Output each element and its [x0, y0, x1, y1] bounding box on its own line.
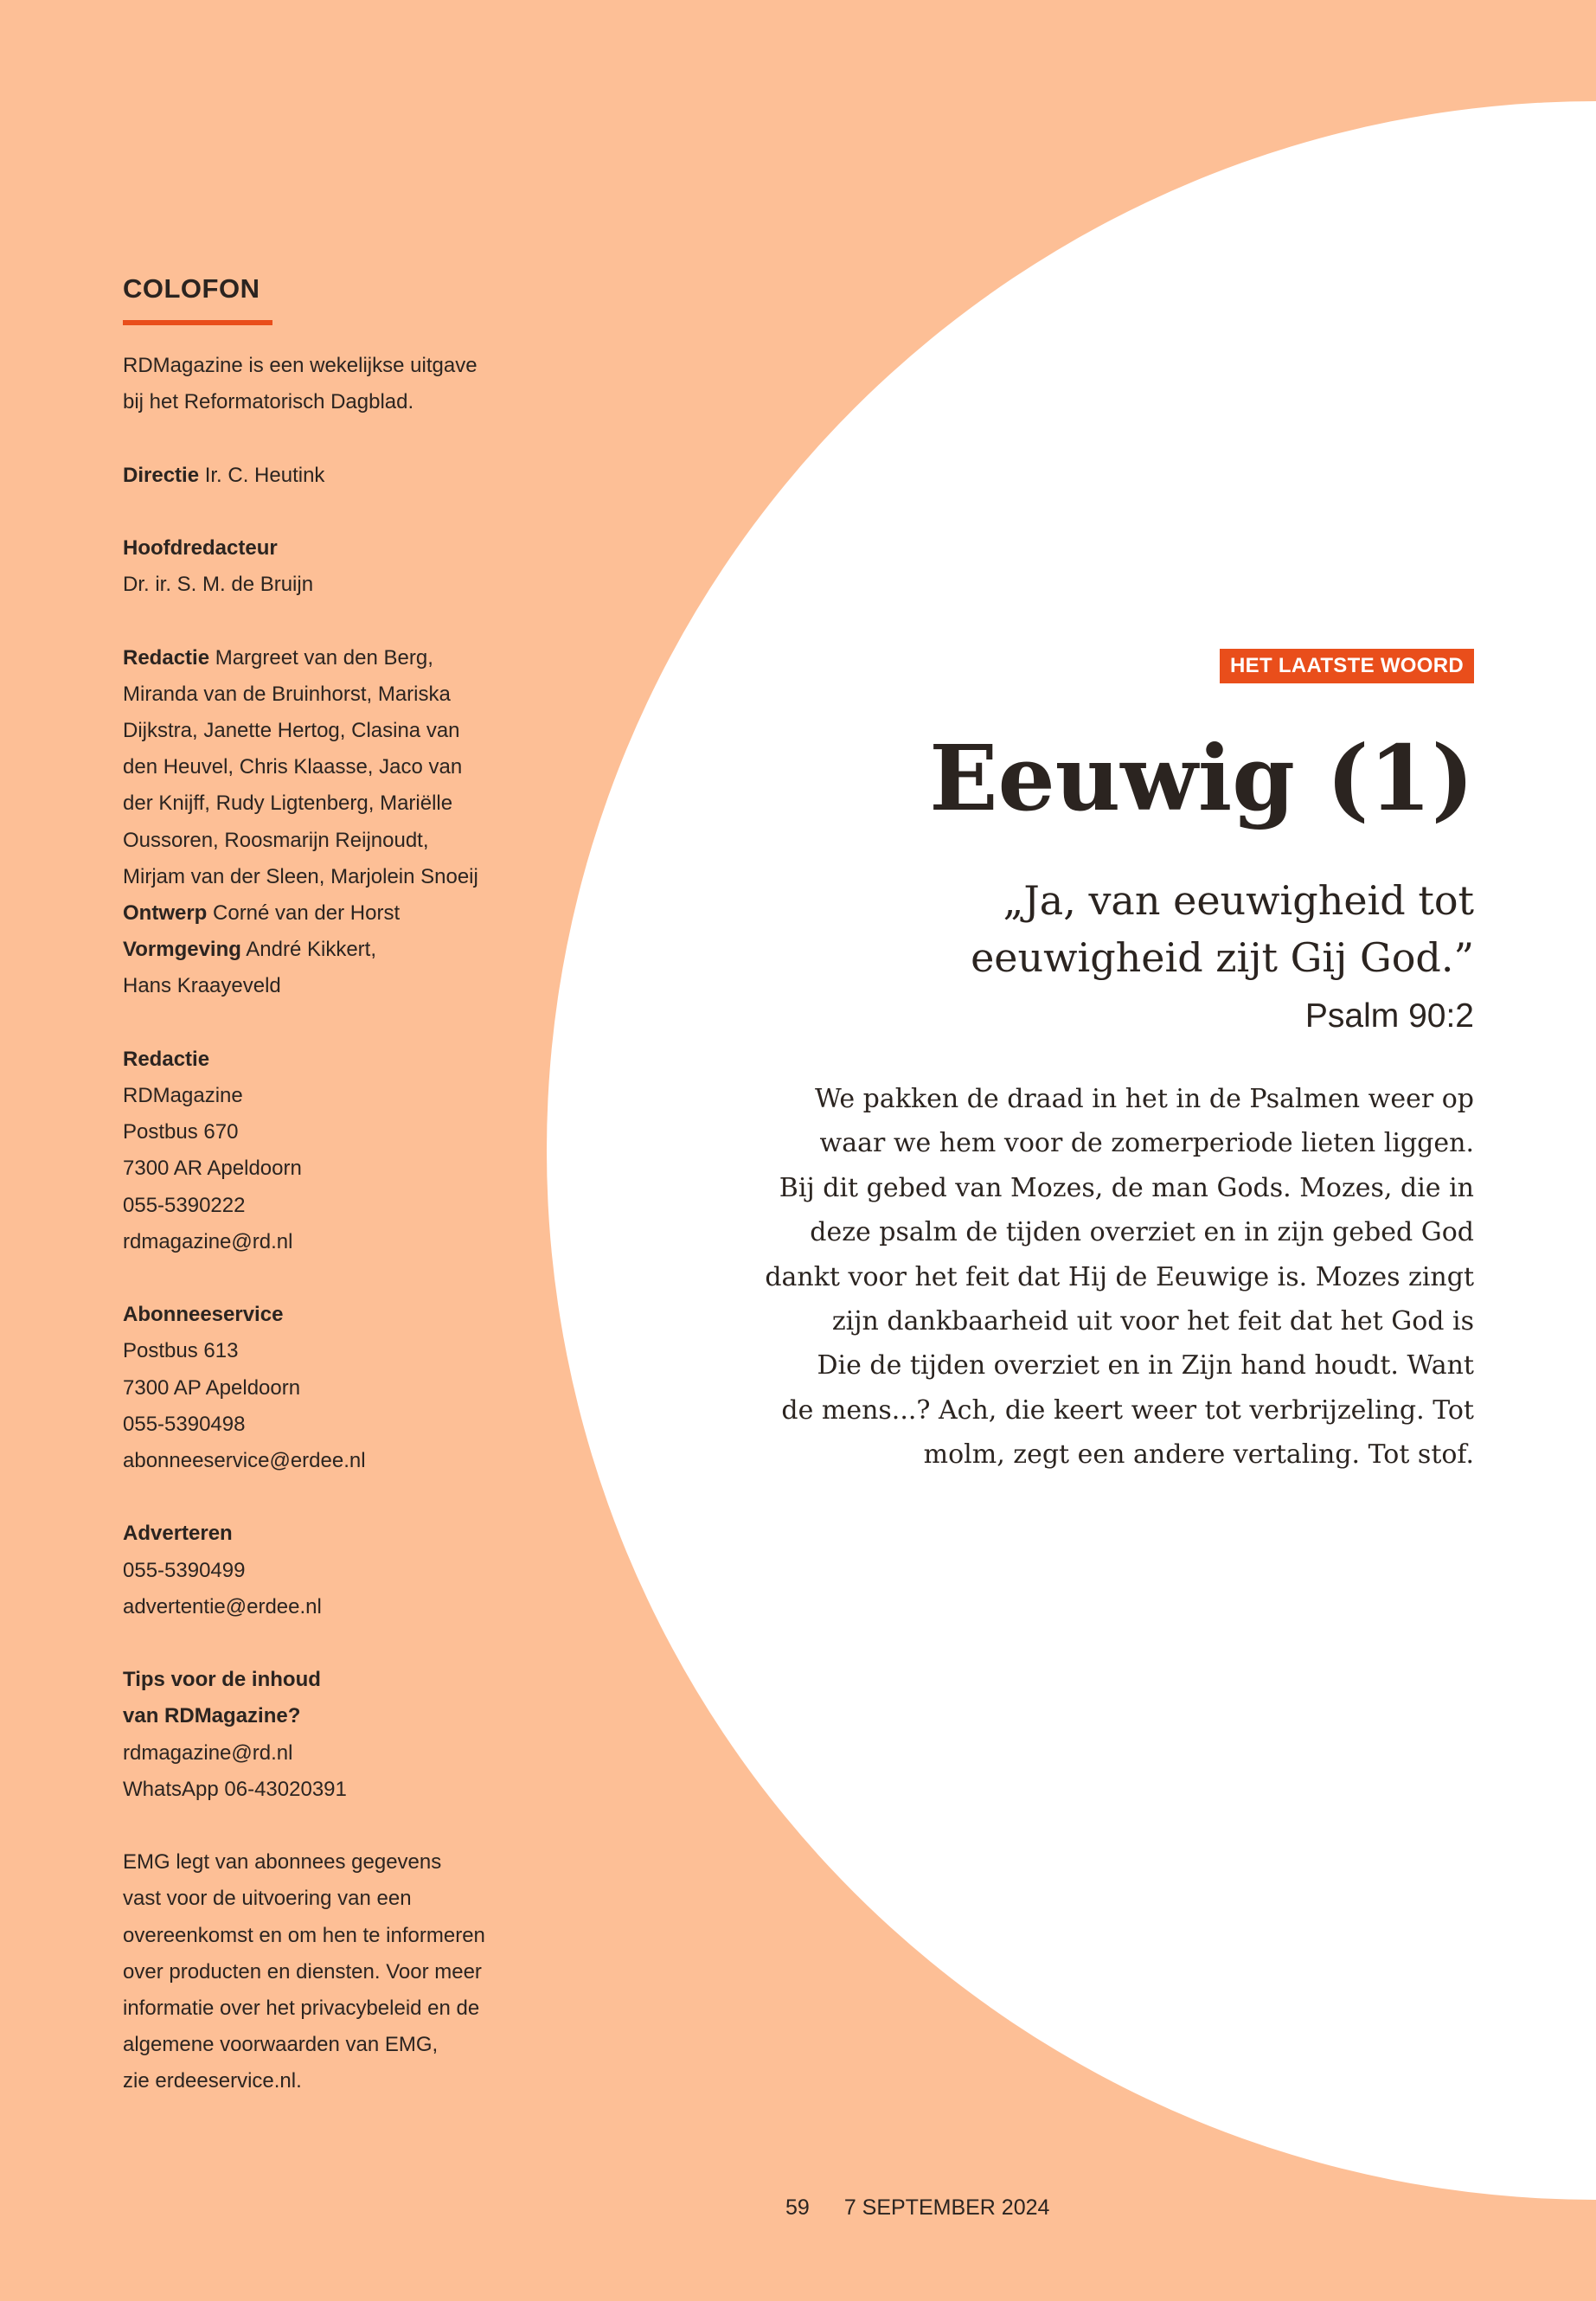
redactie-address-label: Redactie: [123, 1047, 210, 1071]
abonneeservice-email-link[interactable]: abonneeservice@erdee.nl: [123, 1449, 366, 1473]
body-line: zijn dankbaarheid uit voor het feit dat het God is: [831, 1306, 1474, 1337]
redactie-names-line: Miranda van de Bruinhorst, Mariska: [123, 682, 451, 706]
adverteren-email-link[interactable]: advertentie@erdee.nl: [123, 1594, 322, 1618]
colofon-title-underline: [123, 320, 272, 325]
body-line: molm, zegt een andere vertaling. Tot stof.: [923, 1439, 1474, 1471]
privacy-line: algemene voorwaarden van EMG,: [123, 2033, 439, 2057]
body-line: dankt voor het feit dat Hij de Eeuwige is. Mozes zingt: [765, 1261, 1474, 1292]
redactie-phone: 055-5390222: [123, 1193, 246, 1217]
page-footer: [785, 2195, 1049, 2221]
hoofdredacteur-value: Dr. ir. S. M. de Bruijn: [123, 573, 314, 597]
tips-email-link[interactable]: rdmagazine@rd.nl: [123, 1740, 293, 1765]
hoofdredacteur-label: Hoofdredacteur: [123, 535, 278, 560]
section-kicker-badge: HET LAATSTE WOORD: [1220, 649, 1474, 683]
redactie-names: Margreet van den Berg,: [209, 645, 433, 670]
privacy-line: EMG legt van abonnees gegevens: [123, 1850, 442, 1875]
privacy-line: vast voor de uitvoering van een: [123, 1887, 412, 1911]
abonneeservice-label: Abonneeservice: [123, 1303, 284, 1327]
redactie-label: Redactie: [123, 645, 210, 670]
redactie-address-line: RDMagazine: [123, 1084, 243, 1107]
colofon-privacy: [123, 1844, 529, 2099]
body-line: deze psalm de tijden overziet en in zijn gebed God: [810, 1217, 1474, 1248]
colofon-adverteren: [123, 1516, 529, 1625]
redactie-email-link[interactable]: rdmagazine@rd.nl: [123, 1229, 293, 1253]
body-line: Bij dit gebed van Mozes, de man Gods. Mozes, die in: [779, 1172, 1474, 1203]
colofon-directie: [123, 458, 529, 494]
colofon-redactie-address: [123, 1042, 529, 1260]
quote-line: eeuwigheid zijt Gij God.”: [971, 934, 1474, 981]
body-line: We pakken de draad in het in de Psalmen weer op: [815, 1084, 1474, 1114]
quote-source: Psalm 90:2: [1304, 997, 1474, 1035]
redactie-address-line: Postbus 670: [123, 1120, 239, 1144]
article-body: [695, 1077, 1474, 1477]
abonneeservice-line: Postbus 613: [123, 1339, 239, 1363]
privacy-link-line[interactable]: zie erdeeservice.nl.: [123, 2069, 302, 2093]
adverteren-phone: 055-5390499: [123, 1558, 246, 1582]
pull-quote: [695, 872, 1474, 986]
tips-label: Tips voor de inhoud: [123, 1668, 321, 1692]
page-number: 59: [785, 2195, 810, 2220]
abonneeservice-phone: 055-5390498: [123, 1412, 246, 1436]
tips-label: van RDMagazine?: [123, 1704, 301, 1728]
privacy-line: informatie over het privacybeleid en de: [123, 1997, 480, 2021]
privacy-line: over producten en diensten. Voor meer: [123, 1959, 482, 1984]
redactie-names-line: der Knijff, Rudy Ligtenberg, Mariëlle: [123, 792, 453, 816]
article-headline: Eeuwig (1): [929, 725, 1474, 831]
body-line: Die de tijden overziet en in Zijn hand houdt. Want: [817, 1350, 1474, 1381]
directie-value: Ir. C. Heutink: [199, 463, 325, 487]
adverteren-label: Adverteren: [123, 1522, 233, 1546]
body-line: waar we hem voor de zomerperiode lieten liggen.: [819, 1128, 1474, 1159]
ontwerp-label: Ontwerp: [123, 901, 208, 925]
tips-whatsapp: WhatsApp 06-43020391: [123, 1777, 347, 1801]
intro-line: RDMagazine is een wekelijkse uitgave: [123, 354, 478, 377]
abonneeservice-line: 7300 AP Apeldoorn: [123, 1375, 301, 1400]
quote-line: „Ja, van eeuwigheid tot: [1003, 877, 1474, 924]
vormgeving-value: André Kikkert,: [240, 938, 376, 962]
vormgeving-value-line: Hans Kraayeveld: [123, 974, 281, 998]
redactie-names-line: Oussoren, Roosmarijn Reijnoudt,: [123, 828, 429, 852]
redactie-names-line: Mirjam van der Sleen, Marjolein Snoeij: [123, 864, 478, 888]
colofon-hoofdredacteur: [123, 530, 529, 603]
colofon-column: [123, 273, 529, 2137]
colofon-abonneeservice: [123, 1297, 529, 1479]
colofon-redactie-staff: [123, 640, 529, 1005]
privacy-line: overeenkomst en om hen te informeren: [123, 1923, 485, 1947]
colofon-intro: [123, 348, 529, 420]
colofon-tips: [123, 1662, 529, 1808]
colofon-title: COLOFON: [123, 273, 260, 304]
redactie-names-line: den Heuvel, Chris Klaasse, Jaco van: [123, 755, 463, 779]
vormgeving-label: Vormgeving: [123, 938, 241, 962]
intro-line: bij het Reformatorisch Dagblad.: [123, 390, 414, 414]
directie-label: Directie: [123, 463, 200, 487]
issue-date: 7 SEPTEMBER 2024: [843, 2195, 1050, 2220]
redactie-address-line: 7300 AR Apeldoorn: [123, 1157, 302, 1181]
ontwerp-value: Corné van der Horst: [207, 901, 401, 925]
body-line: de mens...? Ach, die keert weer tot verbrijzeling. Tot: [781, 1394, 1474, 1426]
redactie-names-line: Dijkstra, Janette Hertog, Clasina van: [123, 718, 460, 742]
